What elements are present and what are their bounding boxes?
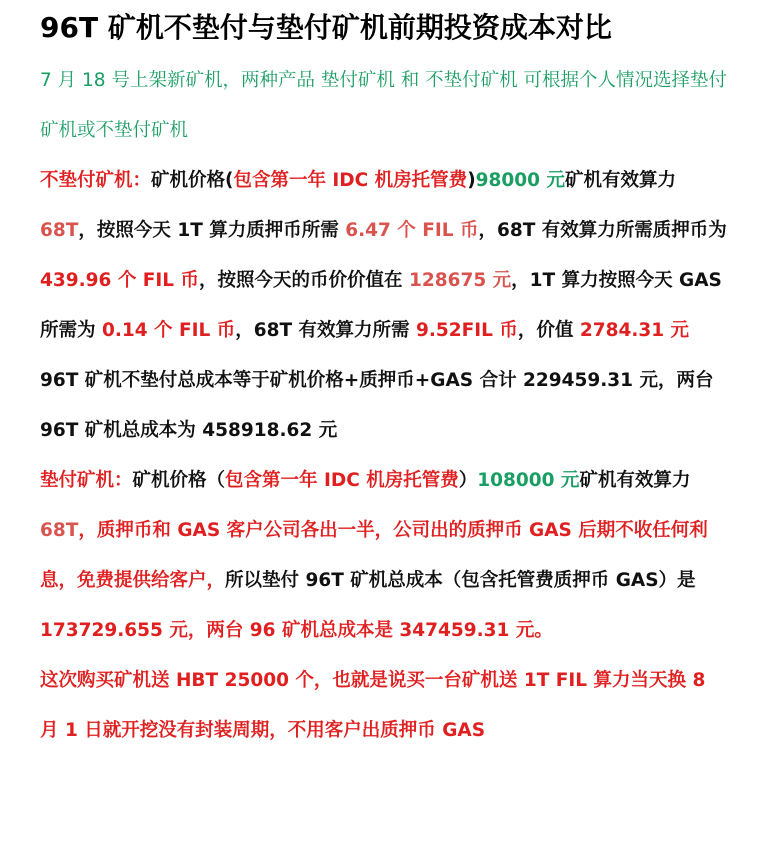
text-run: ，68T 有效算力所需质押币为 — [478, 220, 727, 241]
page-title: 96T 矿机不垫付与垫付矿机前期投资成本对比 — [40, 11, 612, 44]
text-run: 68T — [40, 520, 79, 541]
text-run: 9.52FIL 币 — [415, 320, 518, 341]
text-run: 98000 元 — [475, 170, 565, 191]
text-run: 7 月 18 号上架新矿机，两种产品 垫付矿机 和 不垫付矿机 可根据个人情况选择垫付矿机或不垫付矿机 — [40, 70, 727, 141]
text-run: 垫付矿机： — [40, 470, 133, 491]
text-run: 矿机有效算力 — [564, 170, 676, 191]
text-run: 包含第一年 IDC 机房托管费 — [225, 470, 459, 491]
document-body — [40, 56, 730, 756]
text-run: 439.96 个 FIL 币 — [40, 270, 200, 291]
text-run: ，68T 有效算力所需 — [235, 320, 416, 341]
text-run: 不垫付矿机： — [40, 170, 152, 191]
text-run: 这次购买矿机送 HBT 25000 个，也就是说买一台矿机送 1T FIL 算力当天换 8 月 1 日就开挖没有封装周期，不用客户出质押币 GAS — [40, 670, 706, 741]
text-run: 108000 元 — [477, 470, 580, 491]
text-run: 6.47 个 FIL 币 — [345, 220, 479, 241]
text-run: ，1T 算力按照今天 GAS 所需为 — [40, 270, 722, 341]
text-run: 128675 元 — [408, 270, 512, 291]
text-run: ，价值 — [517, 320, 580, 341]
text-run: 所以垫付 96T 矿机总成本（包含托管费质押币 GAS）是 — [225, 570, 696, 591]
text-run: ，按照今天的币价价值在 — [199, 270, 409, 291]
text-run: 矿机价格( — [151, 170, 234, 191]
text-run: ） — [458, 470, 478, 491]
text-run: ，质押币和 GAS 客户公司各出一半，公司出的质押币 GAS 后期不收任何利息，免费提供给客户， — [40, 520, 708, 591]
text-run: ) — [467, 170, 476, 191]
text-run: 0.14 个 FIL 币 — [101, 320, 236, 341]
text-run: 68T — [40, 220, 79, 241]
text-run: 96T 矿机不垫付总成本等于矿机价格+质押币+GAS 合计 229459.31 元，两台 96T 矿机总成本为 458918.62 元 — [40, 370, 714, 441]
text-run: 173729.655 元，两台 96 矿机总成本是 347459.31 元。 — [40, 620, 553, 641]
advance-paragraph — [40, 456, 730, 656]
text-run: 矿机价格（ — [132, 470, 226, 491]
text-run: 矿机有效算力 — [579, 470, 691, 491]
text-run: ，按照今天 1T 算力质押币所需 — [78, 220, 346, 241]
no-advance-total-paragraph — [40, 356, 730, 456]
text-run: 包含第一年 IDC 机房托管费 — [233, 170, 468, 191]
intro-paragraph — [40, 56, 730, 156]
no-advance-paragraph — [40, 156, 730, 356]
text-run: 2784.31 元 — [579, 320, 690, 341]
promo-paragraph — [40, 656, 730, 756]
